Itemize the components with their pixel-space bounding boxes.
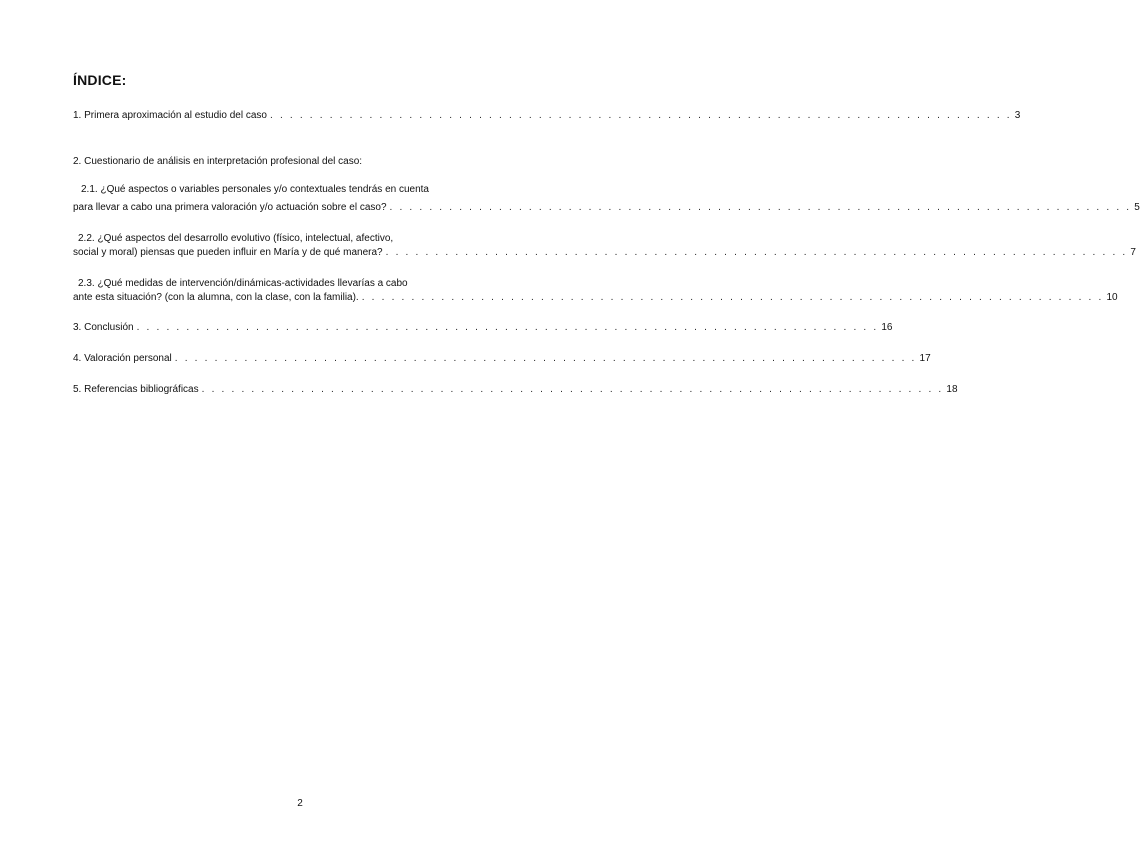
footer-page-number: 2 <box>297 798 303 809</box>
toc-entry-1[interactable] <box>73 110 1021 122</box>
toc-entry-2-1-line2[interactable] <box>73 202 1140 214</box>
toc-entry-text: ante esta situación? (con la alumna, con la clase, con la familia). <box>73 292 359 303</box>
toc-entry-text: 5. Referencias bibliográficas <box>73 384 199 395</box>
dot-leader: . . . . . . . . . . . . . . . . . . . . . . . . . . . . . . . . . . . . . . . . . . . . . . . . . . . . . . . . . . . . . . . . . . . . . . . . . . . <box>389 202 1132 213</box>
toc-entry-5[interactable] <box>73 384 958 396</box>
toc-page-number: 18 <box>946 384 958 395</box>
toc-entry-4[interactable] <box>73 353 931 365</box>
toc-entry-2[interactable]: 2. Cuestionario de análisis en interpretación profesional del caso: <box>73 156 363 167</box>
toc-entry-text: social y moral) piensas que pueden influir en María y de qué manera? <box>73 247 383 258</box>
toc-entry-2-3-line2[interactable] <box>73 292 1118 304</box>
toc-entry-text: para llevar a cabo una primera valoración y/o actuación sobre el caso? <box>73 202 387 213</box>
toc-entry-2-2-line2[interactable] <box>73 247 1136 259</box>
toc-page-number: 10 <box>1106 292 1118 303</box>
dot-leader: . . . . . . . . . . . . . . . . . . . . . . . . . . . . . . . . . . . . . . . . . . . . . . . . . . . . . . . . . . . . . . . . . . . . . . . . . . . <box>174 353 917 364</box>
dot-leader: . . . . . . . . . . . . . . . . . . . . . . . . . . . . . . . . . . . . . . . . . . . . . . . . . . . . . . . . . . . . . . . . . . . . . . . . . . . <box>201 384 944 395</box>
toc-entry-text: 1. Primera aproximación al estudio del caso <box>73 110 267 121</box>
dot-leader: . . . . . . . . . . . . . . . . . . . . . . . . . . . . . . . . . . . . . . . . . . . . . . . . . . . . . . . . . . . . . . . . . . . . . . . . . . . <box>136 322 879 333</box>
index-title: ÍNDICE: <box>73 72 127 88</box>
toc-entry-text: 3. Conclusión <box>73 322 134 333</box>
toc-page-number: 7 <box>1130 247 1136 258</box>
toc-entry-3[interactable] <box>73 322 893 334</box>
dot-leader: . . . . . . . . . . . . . . . . . . . . . . . . . . . . . . . . . . . . . . . . . . . . . . . . . . . . . . . . . . . . . . . . . . . . . . . . . . . <box>269 110 1012 121</box>
toc-entry-2-1-line1[interactable]: 2.1. ¿Qué aspectos o variables personales y/o contextuales tendrás en cuenta <box>81 184 429 195</box>
toc-page-number: 5 <box>1134 202 1140 213</box>
toc-page-number: 16 <box>881 322 893 333</box>
toc-entry-2-2-line1[interactable]: 2.2. ¿Qué aspectos del desarrollo evolutivo (físico, intelectual, afectivo, <box>78 233 394 244</box>
toc-entry-text: 4. Valoración personal <box>73 353 172 364</box>
dot-leader: . . . . . . . . . . . . . . . . . . . . . . . . . . . . . . . . . . . . . . . . . . . . . . . . . . . . . . . . . . . . . . . . . . . . . . . . . . . <box>385 247 1128 258</box>
toc-entry-2-3-line1[interactable]: 2.3. ¿Qué medidas de intervención/dinámicas-actividades llevarías a cabo <box>78 278 408 289</box>
toc-page-number: 3 <box>1014 110 1021 121</box>
dot-leader: . . . . . . . . . . . . . . . . . . . . . . . . . . . . . . . . . . . . . . . . . . . . . . . . . . . . . . . . . . . . . . . . . . . . . . . . . . . <box>361 292 1104 303</box>
toc-page-number: 17 <box>919 353 931 364</box>
